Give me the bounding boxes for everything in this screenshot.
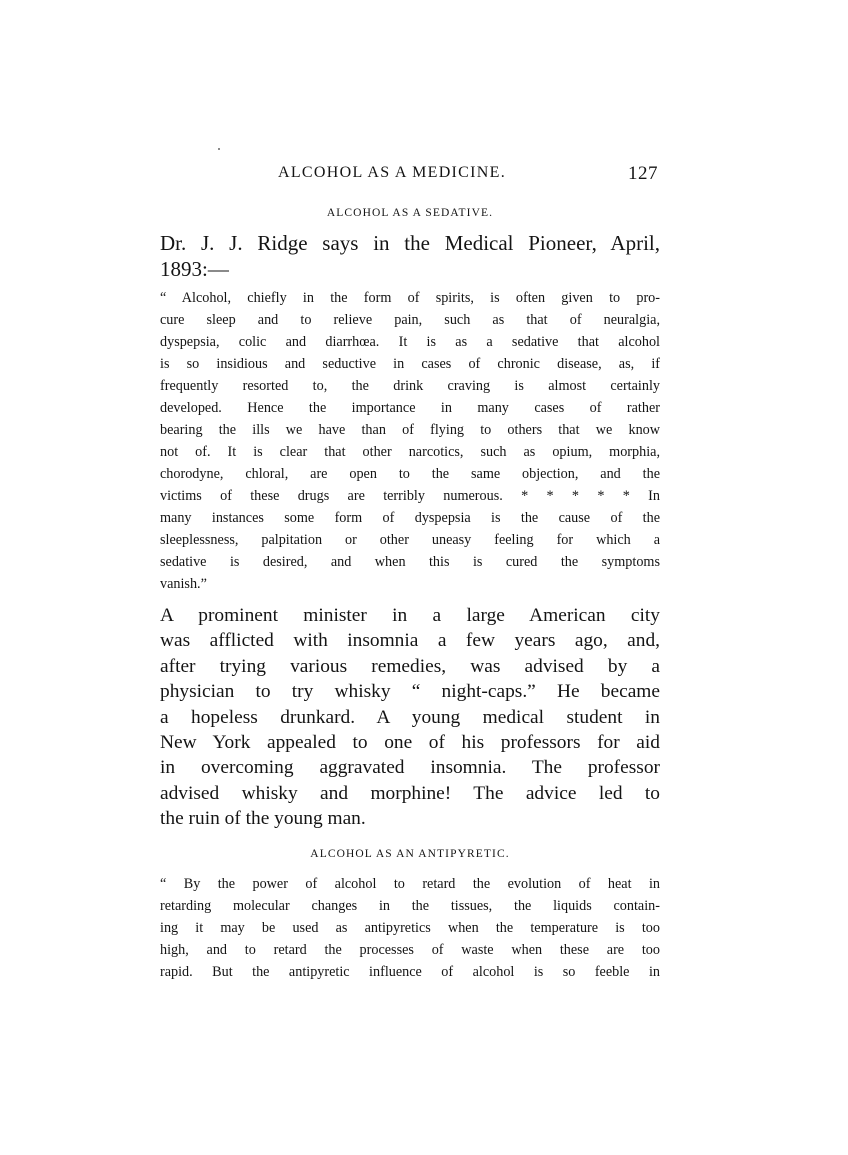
sedative-quote <box>160 287 660 595</box>
quote-line: dyspepsia, colic and diarrhœa. It is as a sedative that alcohol <box>160 334 660 350</box>
body-line: physician to try whisky “ night-caps.” He became <box>160 681 660 703</box>
quote-line: is so insidious and seductive in cases of chronic disease, as, if <box>160 356 660 372</box>
body-paragraph <box>160 603 660 832</box>
section-heading-antipyretic: ALCOHOL AS AN ANTIPYRETIC. <box>310 848 510 860</box>
body-line: in overcoming aggravated insomnia. The professor <box>160 757 660 779</box>
quote-line: “ Alcohol, chiefly in the form of spirits, is often given to pro- <box>160 290 660 306</box>
quote-line: retarding molecular changes in the tissues, the liquids contain- <box>160 898 660 914</box>
page-number: 127 <box>628 163 658 184</box>
intro-line: 1893:— <box>160 257 229 281</box>
quote-line: ing it may be used as antipyretics when the temperature is too <box>160 920 660 936</box>
intro-line: Dr. J. J. Ridge says in the Medical Pioneer, April, <box>160 231 660 255</box>
quote-line: sleeplessness, palpitation or other uneasy feeling for which a <box>160 532 660 548</box>
quote-line: not of. It is clear that other narcotics, such as opium, morphia, <box>160 444 660 460</box>
section-heading-sedative: ALCOHOL AS A SEDATIVE. <box>326 207 494 219</box>
quote-line: “ By the power of alcohol to retard the evolution of heat in <box>160 876 660 892</box>
running-head-title: ALCOHOL AS A MEDICINE. <box>278 164 507 181</box>
body-line: New York appealed to one of his professors for aid <box>160 731 660 753</box>
intro-paragraph <box>160 230 660 282</box>
body-line: A prominent minister in a large American city <box>160 605 660 626</box>
quote-line: sedative is desired, and when this is cured the symptoms <box>160 554 660 570</box>
body-line: was afflicted with insomnia a few years ago, and, <box>160 630 660 652</box>
quote-line: rapid. But the antipyretic influence of alcohol is so feeble in <box>160 964 660 980</box>
body-line: after trying various remedies, was advised by a <box>160 655 660 677</box>
body-line: a hopeless drunkard. A young medical student in <box>160 706 660 728</box>
running-head <box>160 164 658 188</box>
quote-line: developed. Hence the importance in many cases of rather <box>160 400 660 416</box>
quote-line: victims of these drugs are terribly numerous. * * * * * In <box>160 488 660 504</box>
quote-line: bearing the ills we have than of flying to others that we know <box>160 422 660 438</box>
quote-line: frequently resorted to, the drink craving is almost certainly <box>160 378 660 394</box>
quote-line: vanish.” <box>160 576 207 592</box>
body-line: advised whisky and morphine! The advice led to <box>160 782 660 804</box>
antipyretic-quote <box>160 873 660 983</box>
quote-line: high, and to retard the processes of waste when these are too <box>160 942 660 958</box>
quote-line: chorodyne, chloral, are open to the same objection, and the <box>160 466 660 482</box>
print-speck <box>218 148 220 150</box>
quote-line: cure sleep and to relieve pain, such as that of neuralgia, <box>160 312 660 328</box>
quote-line: many instances some form of dyspepsia is the cause of the <box>160 510 660 526</box>
body-line: the ruin of the young man. <box>160 808 366 830</box>
